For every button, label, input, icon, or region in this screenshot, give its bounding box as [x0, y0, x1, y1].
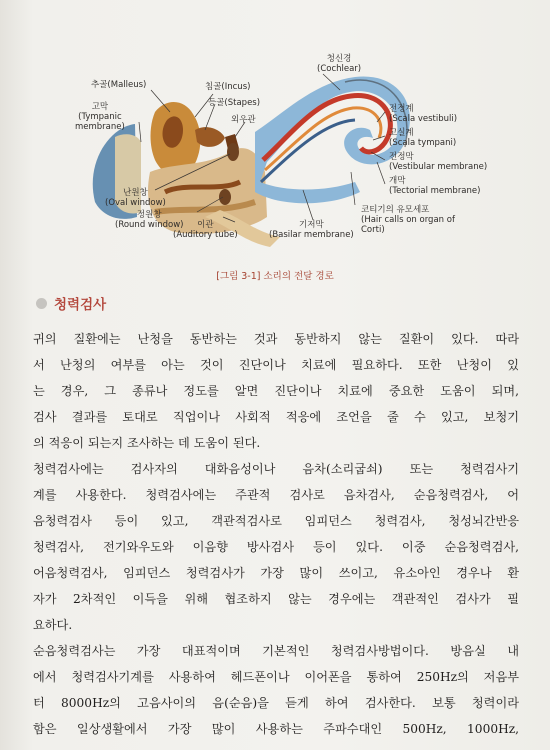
text-line: 자가 2차적인 이득을 위해 협조하지 않는 경우에는 객관적인 검사가 필 — [33, 592, 519, 606]
text-line: 검사 결과를 토대로 직업이나 사회적 적응에 조언을 줄 수 있고, 보청기 — [33, 410, 519, 424]
text-line: 터 8000Hz의 고음사이의 음(순음)을 듣게 하여 검사한다. 보통 청력이라 — [33, 696, 519, 710]
label-tectorial-membrane: 개막 (Tectorial membrane) — [389, 176, 481, 196]
text-line: 서 난청의 여부를 아는 것이 진단이나 치료에 필요하다. 또한 난청이 있 — [33, 358, 519, 372]
text-line: 어음청력검사, 임피던스 청력검사가 가장 많이 쓰이고, 유소아인 경우나 환 — [33, 566, 519, 580]
text-line: 순음청력검사는 가장 대표적이며 기본적인 청력검사방법이다. 방음실 내 — [33, 644, 519, 658]
figure-caption: [그림 3-1] 소리의 전달 경로 — [216, 271, 334, 282]
label-cochlear: 청신경 (Cochlear) — [317, 54, 362, 74]
label-outer-tube: 외우관 — [231, 115, 256, 125]
label-round-window: 정원창 (Round window) — [115, 210, 184, 230]
paragraph-3 — [33, 638, 519, 742]
label-auditory-tube: 이관 (Auditory tube) — [173, 220, 238, 240]
label-basilar-membrane: 기저막 (Basilar membrane) — [269, 220, 354, 240]
label-vestibular-membrane: 전정막 (Vestibular membrane) — [389, 152, 488, 172]
label-scala-vestibuli: 전정계 (Scala vestibuli) — [389, 104, 458, 124]
text-line: 함은 일상생활에서 가장 많이 사용하는 주파수대인 500Hz, 1000Hz, — [33, 722, 519, 736]
body-text — [33, 326, 519, 742]
text-line: 는 경우, 그 종류나 정도를 알면 진단이나 치료에 중요한 도움이 되며, — [33, 384, 519, 398]
section-header — [36, 293, 106, 313]
paragraph-2 — [33, 456, 519, 638]
label-malleus: 추골(Malleus) — [91, 80, 147, 90]
paragraph-1 — [33, 326, 519, 456]
label-tympanic-membrane: 고막 (Tympanic membrane) — [75, 102, 125, 132]
label-oval-window: 난원창 (Oval window) — [105, 188, 166, 208]
label-scala-tympani: 고실계 (Scala tympani) — [389, 128, 457, 148]
label-stapes: 등골(Stapes) — [208, 98, 261, 108]
label-incus: 침골(Incus) — [205, 82, 251, 92]
ear-anatomy-figure — [55, 42, 525, 257]
section-title: 청력검사 — [54, 297, 107, 313]
text-line: 계를 사용한다. 청력검사에는 주관적 검사로 음차검사, 순음청력검사, 어 — [33, 488, 519, 502]
text-line: 요하다. — [33, 618, 73, 632]
text-line: 에서 청력검사기계를 사용하여 헤드폰이나 이어폰을 통하여 250Hz의 저음부 — [33, 670, 519, 684]
text-line: 귀의 질환에는 난청을 동반하는 것과 동반하지 않는 질환이 있다. 따라 — [33, 332, 519, 346]
label-hair-cells: 코티기의 유모세포 (Hair calls on organ of Corti) — [361, 205, 455, 235]
bullet-icon — [36, 298, 47, 309]
text-line: 음청력검사 등이 있고, 객관적검사로 임피던스 청력검사, 청성뇌간반응 — [33, 514, 519, 528]
text-line: 청력검사, 전기와우도와 이음향 방사검사 등이 있다. 이중 순음청력검사, — [33, 540, 519, 554]
text-line: 의 적응이 되는지 조사하는 데 도움이 된다. — [33, 436, 261, 450]
text-line: 청력검사에는 검사자의 대화음성이나 음차(소리굽쇠) 또는 청력검사기 — [33, 462, 519, 476]
